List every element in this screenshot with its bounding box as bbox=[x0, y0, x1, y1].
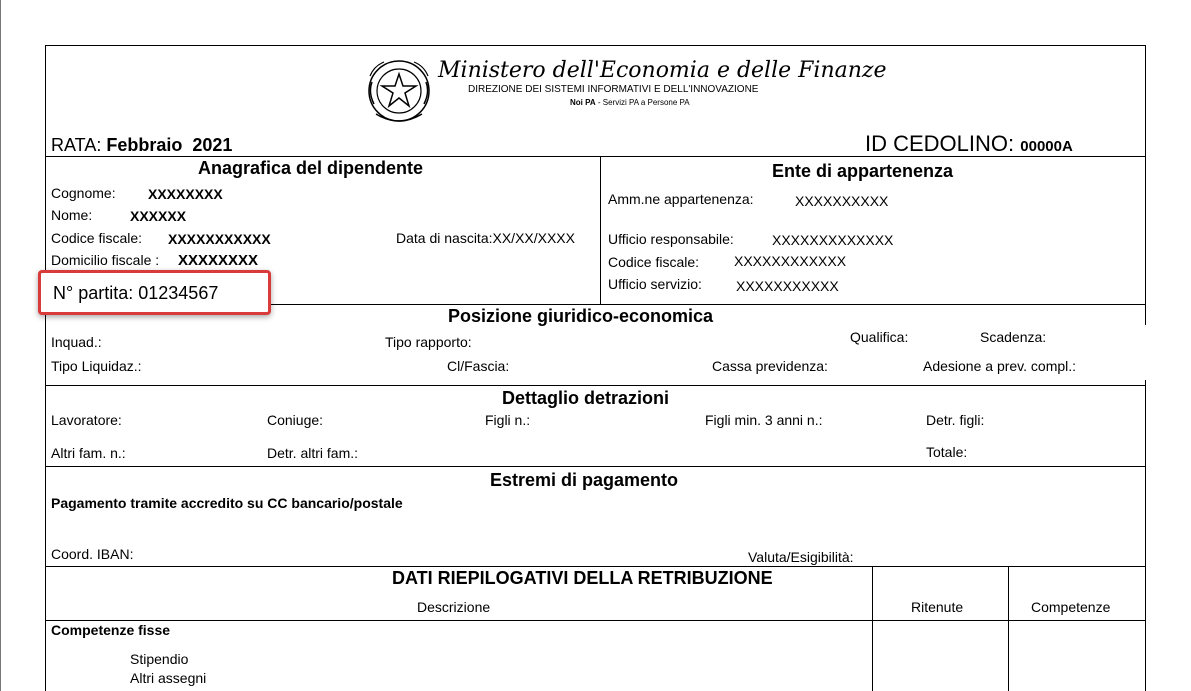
domicilio-value: XXXXXXXX bbox=[178, 252, 259, 269]
riepilogo-item: Stipendio bbox=[130, 651, 189, 667]
competenze-fisse-heading: Competenze fisse bbox=[51, 622, 171, 638]
valuta-label: Valuta/Esigibilità: bbox=[748, 549, 854, 565]
page-left-edge bbox=[0, 0, 1, 691]
cf-value: XXXXXXXXXXX bbox=[168, 231, 271, 247]
cognome-label: Cognome: bbox=[51, 185, 116, 201]
figli-min-label: Figli min. 3 anni n.: bbox=[705, 412, 823, 428]
riepilogo-item: Altri assegni bbox=[130, 670, 207, 686]
divider-riepilogo-top bbox=[45, 566, 1145, 567]
id-value: 00000A bbox=[1020, 138, 1073, 155]
posizione-title: Posizione giuridico-economica bbox=[448, 306, 714, 326]
partita-line bbox=[53, 283, 218, 304]
pagamento-modalita: Pagamento tramite accredito su CC bancario/postale bbox=[51, 495, 403, 511]
ministry-name: Ministero dell'Economia e delle Finanze bbox=[438, 58, 887, 83]
iban-label: Coord. IBAN: bbox=[51, 546, 134, 562]
frame-left bbox=[45, 45, 46, 691]
ente-cf-value: XXXXXXXXXXXX bbox=[734, 253, 847, 269]
totale-label: Totale: bbox=[926, 444, 968, 460]
noipa-line bbox=[570, 98, 690, 107]
lavoratore-label: Lavoratore: bbox=[51, 412, 122, 428]
nascita-value: XX/XX/XXXX bbox=[492, 230, 575, 246]
col-competenze: Competenze bbox=[1031, 599, 1111, 615]
coniuge-label: Coniuge: bbox=[267, 412, 324, 428]
noipa-rest: - Servizi PA a Persone PA bbox=[595, 98, 690, 107]
riepilogo-col-divider-1 bbox=[872, 566, 873, 691]
id-cedolino bbox=[865, 131, 1073, 157]
riepilogo-col-divider-2 bbox=[1008, 566, 1009, 691]
rata-line bbox=[51, 135, 232, 156]
pagamento-title: Estremi di pagamento bbox=[490, 470, 679, 490]
frame-right-bottom bbox=[1145, 380, 1146, 691]
scadenza-label: Scadenza: bbox=[980, 329, 1047, 345]
frame-top bbox=[45, 45, 1145, 46]
figli-label: Figli n.: bbox=[485, 412, 531, 428]
cf-label: Codice fiscale: bbox=[51, 230, 143, 246]
cassa-label: Cassa previdenza: bbox=[712, 358, 828, 374]
rata-label: RATA: bbox=[51, 135, 102, 155]
id-label: ID CEDOLINO: bbox=[865, 131, 1015, 156]
divider-pagamento-top bbox=[45, 466, 1145, 467]
directorate-name: DIREZIONE DEI SISTEMI INFORMATIVI E DELL'INNOVAZIONE bbox=[468, 84, 759, 95]
rata-value: Febbraio 2021 bbox=[106, 135, 233, 155]
ufficio-serv-value: XXXXXXXXXXX bbox=[736, 278, 839, 294]
ufficio-resp-label: Ufficio responsabile: bbox=[608, 231, 734, 247]
riepilogo-header-bottom bbox=[45, 620, 1145, 621]
nascita-label-text: Data di nascita: bbox=[396, 230, 493, 246]
republic-emblem-icon bbox=[362, 52, 436, 130]
qualifica-label: Qualifica: bbox=[850, 329, 909, 345]
cl-fascia-label: Cl/Fascia: bbox=[447, 358, 510, 374]
nascita-label bbox=[396, 230, 575, 246]
ente-cf-label: Codice fiscale: bbox=[608, 254, 700, 270]
divider-anagrafica-ente bbox=[600, 156, 601, 304]
riepilogo-title: DATI RIEPILOGATIVI DELLA RETRIBUZIONE bbox=[392, 568, 773, 588]
domicilio-label: Domicilio fiscale : bbox=[51, 252, 160, 268]
partita-highlight-callout bbox=[38, 270, 271, 315]
nome-label: Nome: bbox=[51, 207, 93, 223]
adesione-label: Adesione a prev. compl.: bbox=[923, 358, 1077, 374]
detr-altri-label: Detr. altri fam.: bbox=[267, 445, 359, 461]
amm-value: XXXXXXXXXX bbox=[795, 193, 889, 209]
divider-detrazioni-top bbox=[45, 385, 1145, 386]
ufficio-resp-value: XXXXXXXXXXXXX bbox=[772, 232, 894, 248]
tipo-liquidaz-label: Tipo Liquidaz.: bbox=[51, 358, 142, 374]
cognome-value: XXXXXXXX bbox=[148, 186, 223, 202]
detr-figli-label: Detr. figli: bbox=[926, 412, 985, 428]
detrazioni-title: Dettaglio detrazioni bbox=[502, 388, 670, 408]
frame-right-top bbox=[1145, 45, 1146, 325]
anagrafica-title: Anagrafica del dipendente bbox=[198, 158, 424, 178]
partita-value: 01234567 bbox=[138, 283, 219, 303]
noipa-brand: Noi PA bbox=[570, 98, 596, 107]
ente-title: Ente di appartenenza bbox=[772, 161, 954, 181]
amm-label: Amm.ne appartenenza: bbox=[608, 191, 754, 207]
nome-value: XXXXXX bbox=[130, 208, 187, 224]
col-descrizione: Descrizione bbox=[417, 599, 491, 615]
altri-fam-label: Altri fam. n.: bbox=[51, 445, 126, 461]
partita-label: N° partita: bbox=[53, 283, 134, 303]
tipo-rapporto-label: Tipo rapporto: bbox=[385, 334, 472, 350]
divider-anagrafica-top bbox=[45, 156, 1145, 157]
inquad-label: Inquad.: bbox=[51, 334, 102, 350]
col-ritenute: Ritenute bbox=[911, 599, 964, 615]
ufficio-serv-label: Ufficio servizio: bbox=[608, 276, 702, 292]
